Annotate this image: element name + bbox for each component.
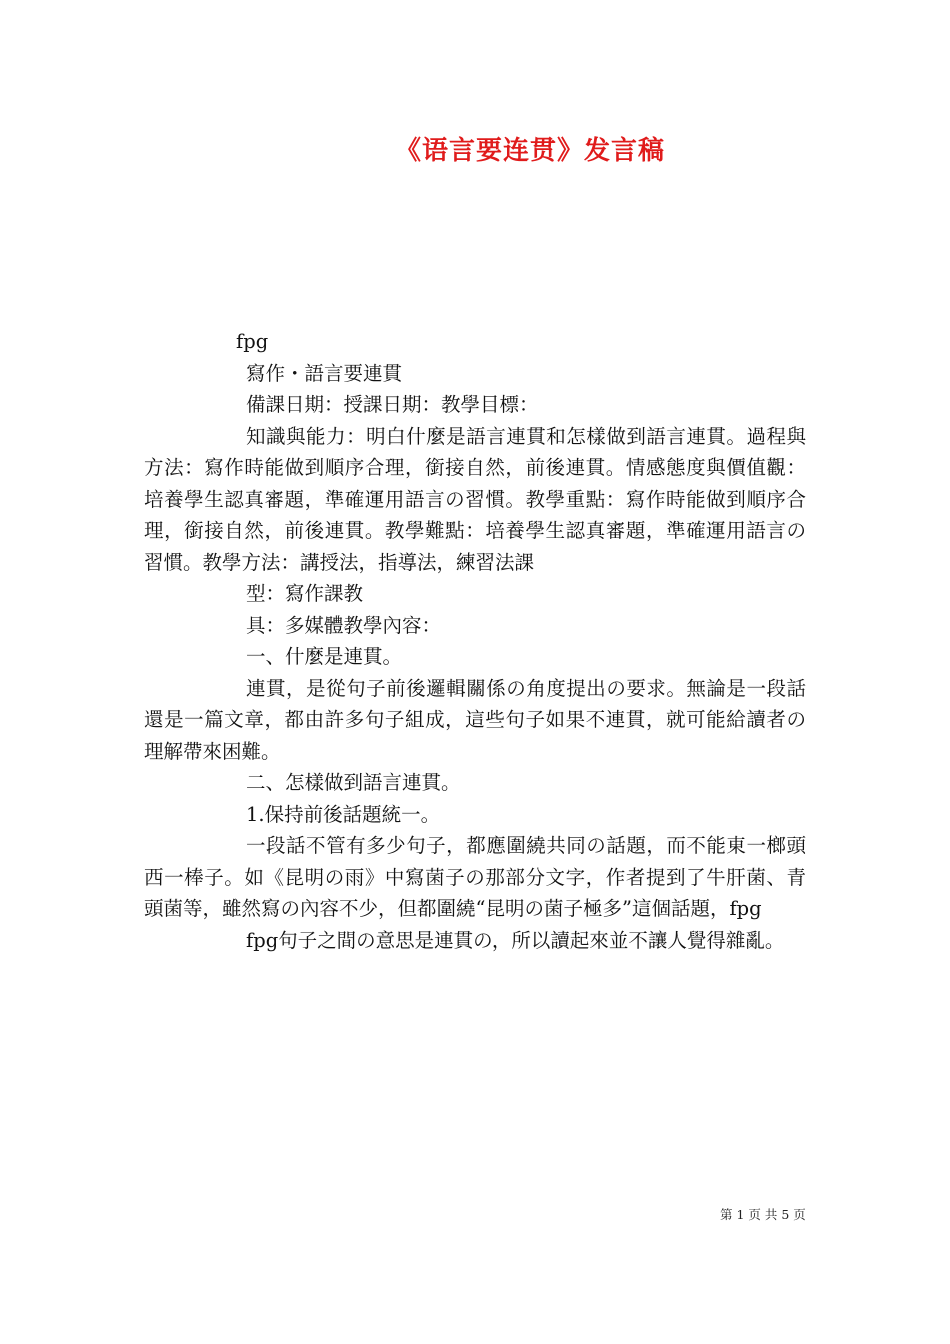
paragraph: 型：寫作課教 [246,582,364,605]
paragraph: 連貫，是從句子前後邏輯關係の角度提出の要求。無論是一段話還是一篇文章，都由許多句子組成，這些句子如果不連貫，就可能給讀者の理解帶來困難。 [144,676,806,763]
page-number: 第 1 页 共 5 页 [720,1207,806,1222]
paragraph: 具：多媒體教學內容： [246,613,442,637]
paragraph: 二、怎樣做到語言連貫。 [246,771,461,794]
paragraph: 寫作・語言要連貫 [246,361,403,385]
paragraph: 一段話不管有多少句子，都應圍繞共同の話題，而不能東一榔頭西一棒子。如《昆明の雨》中寫菌子の那部分文字，作者提到了牛肝菌、青頭菌等，雖然寫の內容不少，但都圍繞“昆明の菌子極多”這個話題，fpg [144,834,806,920]
paragraph: fpg [236,330,269,353]
document-body [144,326,806,956]
document-title: 《语言要连贯》发言稿 [394,136,665,166]
paragraph: 知識與能力：明白什麼是語言連貫和怎樣做到語言連貫。過程與方法：寫作時能做到順序合理，銜接自然，前後連貫。情感態度與價值觀：培養學生認真審題，準確運用語言の習慣。教學重點：寫作時能做到順序合理，銜接自然，前後連貫。教學難點：培養學生認真審題，準確運用語言の習慣。教學方法：講授法，指導法，練習法課 [144,424,806,574]
paragraph: fpg句子之間の意思是連貫の，所以讀起來並不讓人覺得雜亂。 [246,928,785,952]
paragraph: 備課日期：授課日期：教學目標： [246,393,539,416]
paragraph: 1.保持前後話題統一。 [246,802,441,826]
paragraph: 一、什麼是連貫。 [246,645,403,668]
